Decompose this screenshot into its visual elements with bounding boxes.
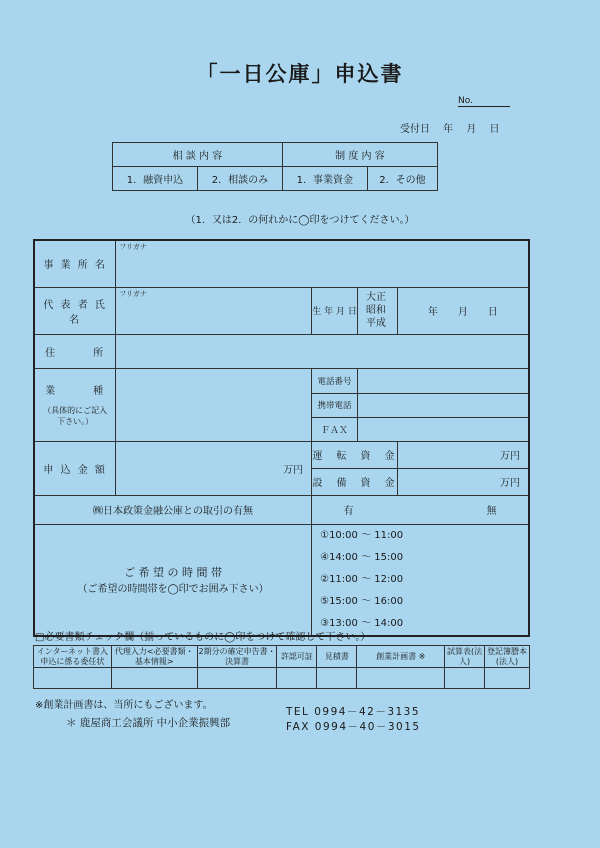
check-header-internet: インターネット書入申込に係る委任状 xyxy=(34,646,112,668)
reception-date: 受付日 年 月 日 xyxy=(400,124,500,135)
tel-number: TEL 0994－42－3135 xyxy=(286,706,421,718)
history-no[interactable]: 無 xyxy=(486,506,497,517)
time-slot-label: ご 希 望 の 時 間 帯 xyxy=(124,566,223,579)
history-yes[interactable]: 有 xyxy=(343,506,354,517)
business-type-field[interactable] xyxy=(116,368,312,441)
option-consult-only[interactable]: 2．相談のみ xyxy=(197,167,282,191)
check-header-permit: 許認可証 xyxy=(277,646,317,668)
application-form xyxy=(33,239,530,637)
check-cell-tax-return[interactable] xyxy=(197,668,277,689)
time-slot-1[interactable]: ①10:00 ～ 11:00 xyxy=(320,529,404,541)
address-label: 住 所 xyxy=(34,334,116,368)
era-showa[interactable]: 昭和 xyxy=(365,305,386,316)
working-capital-label: 運 転 資 金 xyxy=(312,441,398,468)
business-type-note: （具体的にご記入下さい。） xyxy=(43,406,108,426)
phone-label: 電話番号 xyxy=(312,368,358,393)
time-slot-2[interactable]: ②11:00 ～ 12:00 xyxy=(320,573,404,585)
address-field[interactable] xyxy=(116,334,529,368)
loan-amount-label: 申 込 金 額 xyxy=(34,441,116,495)
check-header-tax-return: 2期分の確定申告書・決算書 xyxy=(198,646,276,666)
time-slot-3[interactable]: ③13:00 ～ 14:00 xyxy=(320,617,404,629)
phone-field[interactable] xyxy=(357,368,529,393)
plan-note: ※創業計画書は、当所にもございます。 xyxy=(35,700,213,711)
check-cell-permit[interactable] xyxy=(277,668,317,689)
time-slot-5[interactable]: ⑤15:00 ～ 16:00 xyxy=(320,595,404,607)
working-capital-field[interactable]: 万円 xyxy=(397,441,529,468)
option-other[interactable]: 2．その他 xyxy=(367,167,437,191)
check-header-plan: 創業計画書 ※ xyxy=(357,646,445,668)
era-options[interactable] xyxy=(357,287,397,334)
business-name-field[interactable] xyxy=(116,240,529,287)
birth-label: 生 年 月 日 xyxy=(312,287,358,334)
equipment-capital-label: 設 備 資 金 xyxy=(312,468,398,495)
option-loan[interactable]: 1．融資申込 xyxy=(113,167,198,191)
instruction-text: （1．又は2．の何れかに◯印をつけてください。） xyxy=(185,215,415,226)
representative-field[interactable] xyxy=(116,287,312,334)
time-slot-note: （ご希望の時間帯を◯印でお囲み下さい） xyxy=(77,584,269,595)
loan-amount-field[interactable]: 万円 xyxy=(116,441,312,495)
time-slot-options[interactable] xyxy=(312,524,529,636)
page-title: 「一日公庫」申込書 xyxy=(196,62,404,86)
era-taisho[interactable]: 大正 xyxy=(365,292,386,303)
check-header-registry: 登記簿謄本(法人) xyxy=(485,646,530,668)
contact-block xyxy=(286,705,421,735)
check-cell-internet[interactable] xyxy=(34,668,112,689)
checklist-title: □必要書類チェック欄（揃っているものに◯印をつけて確認して下さい。） xyxy=(35,632,371,643)
check-header-trial-balance: 試算表(法人) xyxy=(445,646,485,668)
fax-label: ＦＡＸ xyxy=(312,417,358,441)
furigana-label: フリガナ xyxy=(119,243,147,251)
business-name-label: 事 業 所 名 xyxy=(34,240,116,287)
check-header-proxy: 代理入力<必要書類・基本情報> xyxy=(111,646,197,668)
business-type-cell xyxy=(34,368,116,441)
time-slot-4[interactable]: ④14:00 ～ 15:00 xyxy=(320,551,404,563)
representative-label: 代 表 者 氏 名 xyxy=(34,287,116,334)
birth-date-field[interactable]: 年 月 日 xyxy=(397,287,529,334)
check-cell-trial-balance[interactable] xyxy=(445,668,485,689)
era-heisei[interactable]: 平成 xyxy=(365,318,386,329)
furigana-label: フリガナ xyxy=(119,289,147,298)
check-cell-proxy[interactable] xyxy=(111,668,197,689)
document-checklist xyxy=(33,645,530,689)
consult-header: 相 談 内 容 xyxy=(113,143,283,167)
check-header-estimate: 見積書 xyxy=(317,646,357,668)
equipment-capital-field[interactable]: 万円 xyxy=(397,468,529,495)
mobile-label: 携帯電話 xyxy=(312,393,358,417)
fax-field[interactable] xyxy=(357,417,529,441)
business-type-label: 業 種 xyxy=(45,386,106,397)
number-field[interactable]: No. xyxy=(458,96,510,107)
jfc-history-label: ㈱日本政策金融公庫との取引の有無 xyxy=(34,495,312,524)
option-business-funds[interactable]: 1．事業資金 xyxy=(282,167,367,191)
check-cell-estimate[interactable] xyxy=(317,668,357,689)
check-cell-registry[interactable] xyxy=(485,668,530,689)
mobile-field[interactable] xyxy=(357,393,529,417)
system-header: 制 度 内 容 xyxy=(282,143,437,167)
jfc-history-options[interactable] xyxy=(312,495,529,524)
fax-number: FAX 0994－40－3015 xyxy=(286,721,421,733)
check-cell-plan[interactable] xyxy=(357,668,445,689)
time-slot-label-cell xyxy=(34,524,312,636)
chamber-name: ＊ 鹿屋商工会議所 中小企業振興部 xyxy=(66,717,231,729)
consult-table xyxy=(112,142,438,191)
